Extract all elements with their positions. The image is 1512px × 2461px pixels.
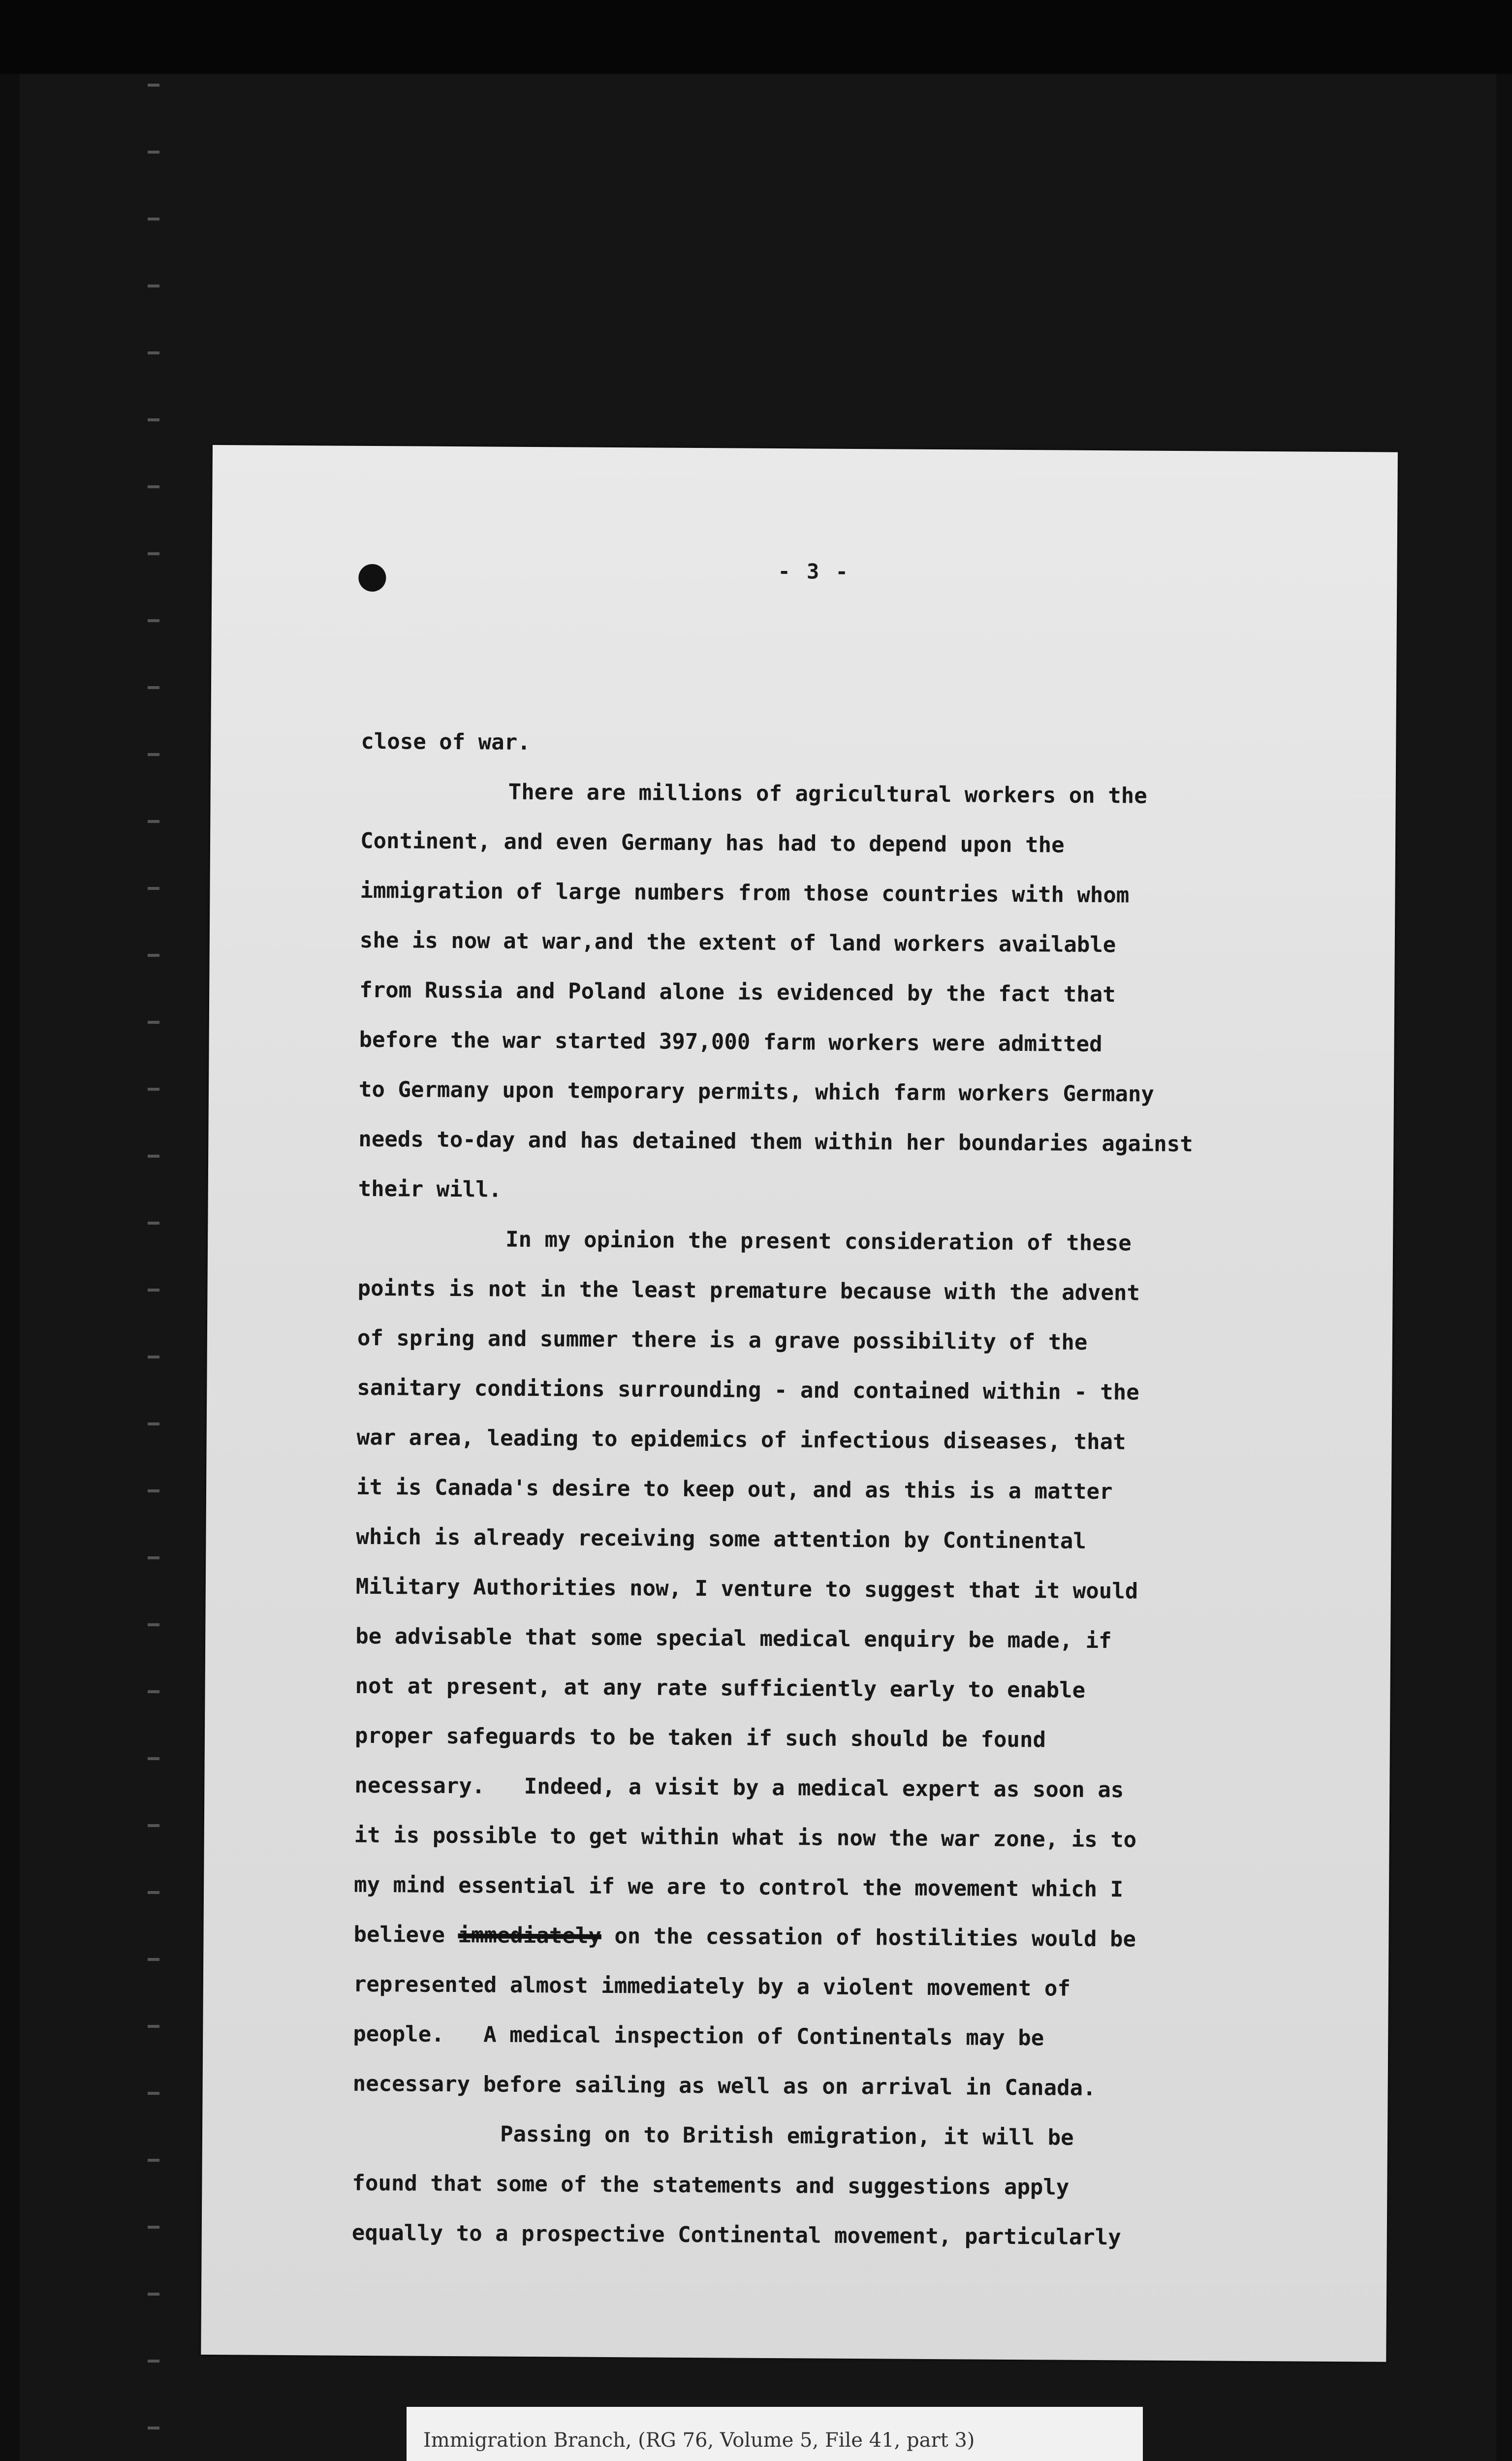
line-text: Continent, and even Germany has had to depend upon the xyxy=(360,828,1065,858)
line-text-continued: on the cessation of hostilities would be xyxy=(601,1923,1136,1952)
document-line xyxy=(353,2009,1328,2065)
line-text: people. A medical inspection of Continentals may be xyxy=(353,2021,1044,2051)
line-text: represented almost immediately by a violent movement of xyxy=(353,1971,1071,2001)
line-text: to Germany upon temporary permits, which farm workers Germany xyxy=(358,1076,1155,1107)
document-line xyxy=(353,1959,1328,2015)
document-line xyxy=(358,1114,1333,1170)
line-text: sanitary conditions surrounding - and contained within - the xyxy=(357,1375,1139,1405)
line-text: not at present, at any rate sufficiently early to enable xyxy=(355,1673,1086,1703)
document-line xyxy=(358,1214,1333,1269)
document-line xyxy=(360,866,1335,921)
document-line xyxy=(356,1413,1331,1468)
typed-body-text xyxy=(352,717,1336,2264)
page-number: - 3 - xyxy=(778,559,850,584)
line-text: There are millions of agricultural workers on the xyxy=(508,779,1147,809)
line-text: immigration of large numbers from those countries with whom xyxy=(360,878,1130,908)
line-text: of spring and summer there is a grave possibility of the xyxy=(357,1325,1088,1355)
line-text: proper safeguards to be taken if such should be found xyxy=(354,1723,1046,1753)
document-line xyxy=(357,1263,1332,1319)
line-text: In my opinion the present consideration of these xyxy=(505,1227,1132,1256)
line-text: points is not in the least premature because with the advent xyxy=(357,1275,1140,1306)
document-line xyxy=(357,1363,1332,1419)
document-line xyxy=(358,1164,1333,1220)
line-text: their will. xyxy=(358,1176,502,1202)
film-top-border xyxy=(0,0,1512,74)
document-line xyxy=(353,1910,1328,1965)
document-line xyxy=(355,1661,1330,1717)
line-text: which is already receiving some attention by Continental xyxy=(356,1524,1087,1554)
document-line xyxy=(360,766,1335,822)
punch-hole xyxy=(358,564,386,592)
line-text: Military Authorities now, I venture to suggest that it would xyxy=(355,1574,1138,1604)
archive-citation-label: Immigration Branch, (RG 76, Volume 5, File 41, part 3) xyxy=(407,2407,1143,2461)
line-text: my mind essential if we are to control the movement which I xyxy=(353,1872,1124,1902)
line-text: it is possible to get within what is now the war zone, is to xyxy=(354,1822,1137,1853)
line-text: close of war. xyxy=(361,728,531,755)
line-text: war area, leading to epidemics of infectious diseases, that xyxy=(356,1424,1126,1455)
document-line xyxy=(360,816,1335,872)
document-line xyxy=(354,1860,1329,1916)
film-edge-marks xyxy=(148,20,159,2461)
line-text: before the war started 397,000 farm workers were admitted xyxy=(359,1027,1102,1057)
line-text: necessary before sailing as well as on arrival in Canada. xyxy=(352,2071,1096,2101)
document-line xyxy=(352,2059,1327,2114)
struck-out-word: immediately xyxy=(458,1923,601,1949)
line-text: found that some of the statements and suggestions apply xyxy=(352,2170,1070,2200)
line-text: needs to-day and has detained them within her boundaries against xyxy=(358,1126,1193,1157)
line-text: from Russia and Poland alone is evidenced by the fact that xyxy=(359,977,1116,1008)
document-line xyxy=(354,1761,1329,1816)
line-text: believe xyxy=(353,1922,458,1948)
document-line xyxy=(354,1810,1329,1866)
line-text: Passing on to British emigration, it will be xyxy=(500,2121,1074,2150)
document-line xyxy=(355,1611,1330,1667)
document-line xyxy=(352,2109,1327,2164)
document-line xyxy=(357,1313,1332,1369)
document-line xyxy=(359,1065,1334,1120)
line-text: be advisable that some special medical enquiry be made, if xyxy=(355,1623,1112,1654)
document-line xyxy=(352,2158,1327,2214)
document-line xyxy=(356,1462,1331,1518)
document-line xyxy=(352,2208,1327,2264)
document-line xyxy=(355,1711,1330,1767)
document-line xyxy=(361,717,1336,772)
document-line xyxy=(356,1562,1331,1617)
line-text: it is Canada's desire to keep out, and as this is a matter xyxy=(356,1474,1113,1505)
line-text: equally to a prospective Continental movement, particularly xyxy=(351,2220,1121,2250)
document-line xyxy=(360,915,1335,971)
line-text: necessary. Indeed, a visit by a medical expert as soon as xyxy=(354,1772,1124,1803)
document-page xyxy=(201,445,1398,2362)
document-line xyxy=(359,965,1334,1021)
line-text: she is now at war,and the extent of land workers available xyxy=(359,927,1116,958)
document-line xyxy=(359,1015,1334,1071)
document-line xyxy=(356,1512,1331,1568)
